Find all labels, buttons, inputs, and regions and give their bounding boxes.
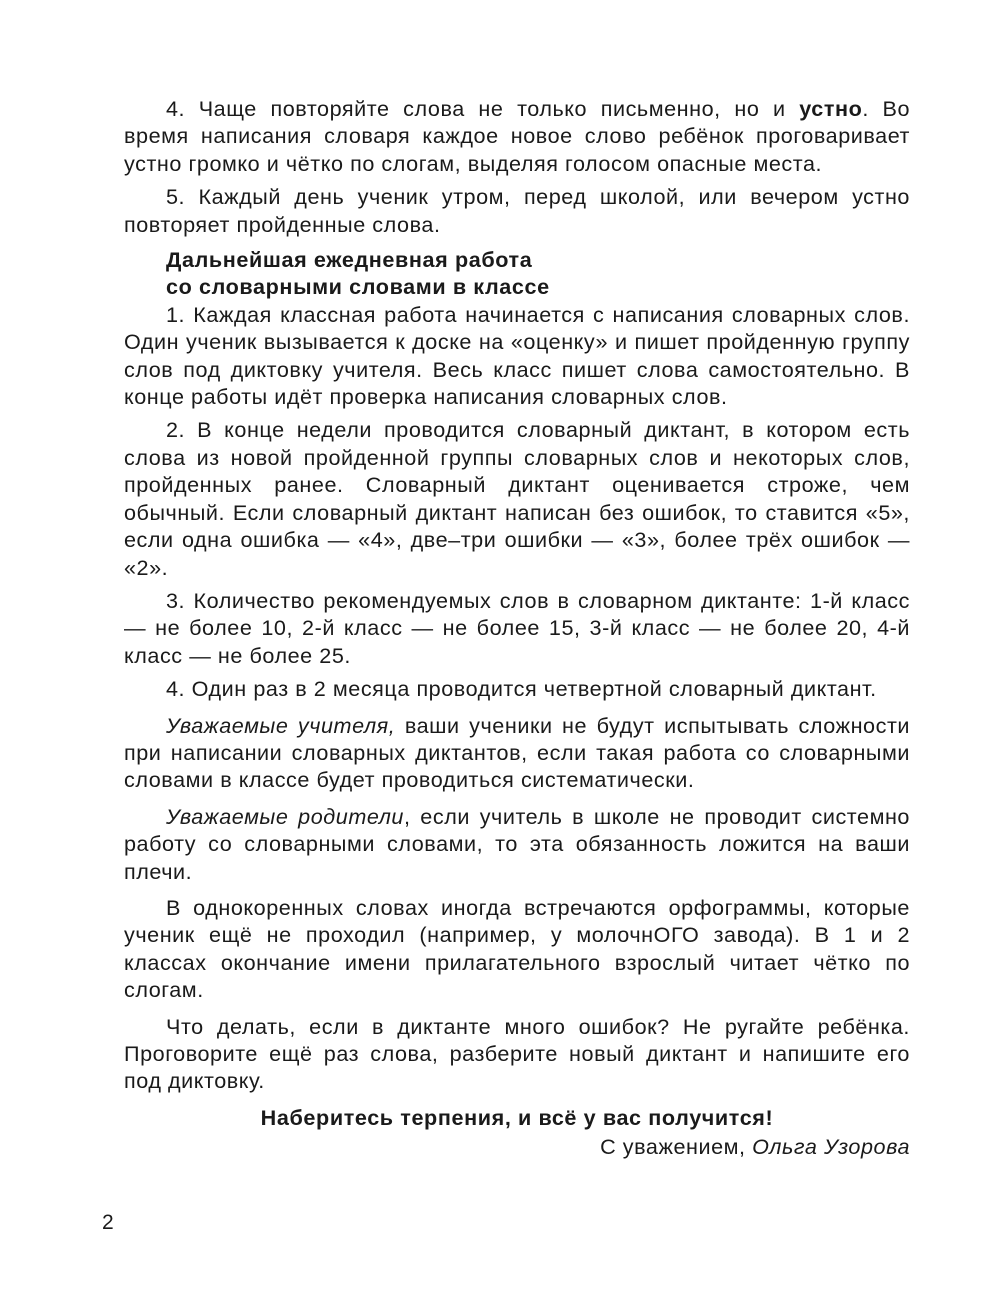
list-item-quarterly-dictation: 4. Один раз в 2 месяца проводится четвертной словарный диктант. [166,676,877,702]
paragraph-dear-teachers [124,712,910,794]
paragraph-many-mistakes: Что делать, если в диктанте много ошибок? Не ругайте ребёнка. Проговорите ещё раз слова, разберите новый диктант и напишите его под диктовку. [124,1013,910,1094]
section-heading [124,246,910,301]
signature-author: Ольга Узорова [752,1134,910,1160]
list-item-word-count: 3. Количество рекомендуемых слов в словарном диктанте: 1-й класс — не более 10, 2-й класс — не более 15, 3-й класс — не более 20, 4-й класс — не более 25. [124,587,910,668]
section-heading-line-2: со словарными словами в классе [166,274,550,300]
page-content [124,95,910,1161]
page-number: 2 [102,1211,114,1234]
paragraph-repeat-orally-start: 4. Чаще повторяйте слова не только письменно, но и [166,96,800,121]
emphasis-orally: устно [799,96,863,121]
signature [124,1133,910,1160]
paragraph-repeat-orally-end: . Во время написания словаря каждое новое слово ребёнок проговаривает устно громко и чётко по слогам, выделяя голосом опасные места. [124,96,910,176]
dear-parents-address: Уважаемые родители [166,803,404,829]
dear-teachers-address: Уважаемые учителя, [166,712,396,738]
paragraph-dear-parents [124,803,910,885]
paragraph-cognates: В однокоренных словах иногда встречаются орфограммы, которые ученик ещё не проходил (например, у молочнОГО завода). В 1 и 2 классах окончание имени прилагательного взрослый читает чётко по слогам. [124,894,910,1003]
dear-teachers-text: ваши ученики не будут испытывать сложности при написании словарных диктантов, если такая работа со словарными словами в классе будет проводиться систематически. [124,712,910,793]
signature-prefix: С уважением, [600,1134,753,1160]
list-item-weekly-dictation: 2. В конце недели проводится словарный диктант, в котором есть слова из новой пройденной группы словарных слов и некоторых слов, пройденных ранее. Словарный диктант оценивается строже, чем обычный. Если словарный диктант написан без ошибок, то ставится «5», если одна ошибка — «4», две–три ошибки — «3», более трёх ошибок — «2». [124,417,910,580]
dear-parents-text: , если учитель в школе не проводит системно работу со словарными словами, то эта обязанность ложится на ваши плечи. [124,803,910,884]
section-heading-line-1: Дальнейшая ежедневная работа [166,247,533,273]
paragraph-daily-repeat: 5. Каждый день ученик утром, перед школой, или вечером устно повторяет пройденные слова. [124,184,910,237]
list-item-class-work: 1. Каждая классная работа начинается с написания словарных слов. Один ученик вызывается к доске на «оценку» и пишет пройденную группу слов под диктовку учителя. Весь класс пишет слова самостоятельно. В конце работы идёт проверка написания словарных слов. [124,301,910,410]
paragraph-repeat-orally [124,95,910,177]
closing-slogan: Наберитесь терпения, и всё у вас получится! [260,1104,774,1130]
